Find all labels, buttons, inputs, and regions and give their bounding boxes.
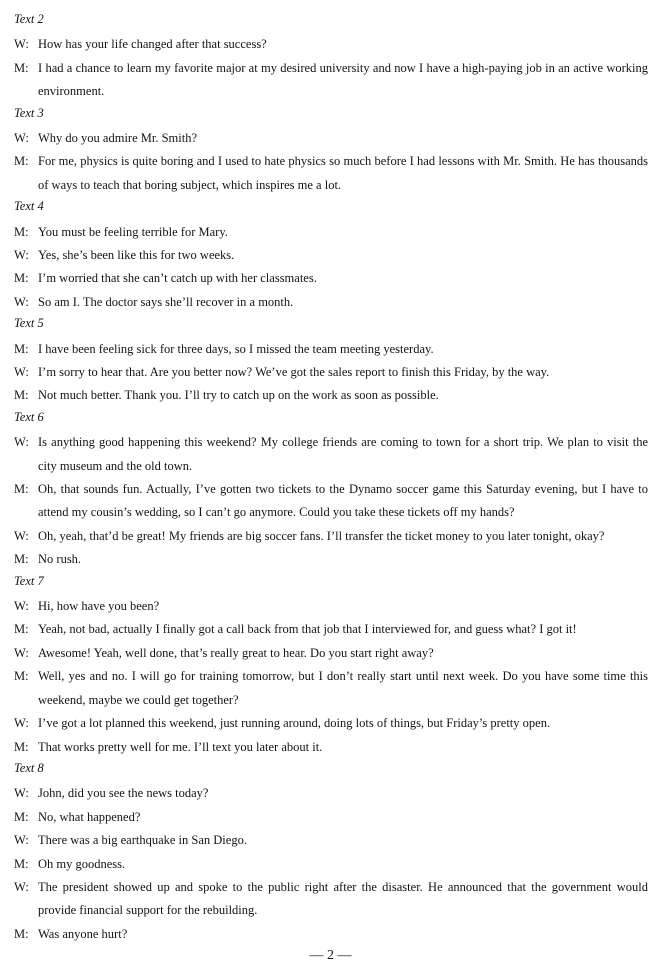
section-title: Text 4 bbox=[14, 199, 44, 214]
utterance-text: Yes, she’s been like this for two weeks. bbox=[38, 248, 235, 263]
dialogue-line bbox=[14, 876, 648, 923]
speaker-tag bbox=[14, 33, 29, 56]
speaker-separator: : bbox=[25, 294, 29, 309]
transcript-document bbox=[14, 10, 648, 946]
speaker-separator: : bbox=[25, 365, 29, 380]
dialogue-line bbox=[14, 244, 648, 267]
speaker-label: M bbox=[14, 856, 26, 871]
dialogue-line bbox=[14, 127, 648, 150]
dialogue-line bbox=[14, 384, 648, 407]
speaker-tag bbox=[14, 923, 29, 946]
speaker-label: W bbox=[14, 435, 26, 450]
speaker-label: M bbox=[14, 60, 26, 75]
speaker-label: W bbox=[14, 786, 26, 801]
speaker-tag bbox=[14, 221, 29, 244]
speaker-separator: : bbox=[25, 154, 29, 169]
speaker-separator: : bbox=[25, 926, 29, 941]
dialogue-line bbox=[14, 829, 648, 852]
speaker-tag bbox=[14, 127, 29, 150]
utterance-text: I had a chance to learn my favorite major at my desired university and now I have a high-paying job in an active working environment. bbox=[38, 60, 648, 99]
speaker-label: W bbox=[14, 599, 26, 614]
speaker-tag bbox=[14, 431, 29, 454]
section-title: Text 8 bbox=[14, 760, 44, 775]
utterance-text: Not much better. Thank you. I’ll try to catch up on the work as soon as possible. bbox=[38, 388, 439, 403]
speaker-label: W bbox=[14, 879, 26, 894]
dialogue-line bbox=[14, 782, 648, 805]
dialogue-line bbox=[14, 548, 648, 571]
speaker-label: M bbox=[14, 388, 26, 403]
speaker-tag bbox=[14, 291, 29, 314]
speaker-label: M bbox=[14, 622, 26, 637]
speaker-label: W bbox=[14, 833, 26, 848]
speaker-label: W bbox=[14, 716, 26, 731]
speaker-tag bbox=[14, 829, 29, 852]
utterance-text: There was a big earthquake in San Diego. bbox=[38, 833, 247, 848]
utterance-text: Hi, how have you been? bbox=[38, 599, 160, 614]
speaker-tag bbox=[14, 806, 29, 829]
dialogue-line bbox=[14, 642, 648, 665]
dialogue-line bbox=[14, 806, 648, 829]
dialogue-line bbox=[14, 618, 648, 641]
speaker-label: W bbox=[14, 365, 26, 380]
speaker-separator: : bbox=[25, 435, 29, 450]
speaker-tag bbox=[14, 478, 29, 501]
speaker-label: M bbox=[14, 739, 26, 754]
section-title: Text 5 bbox=[14, 316, 44, 331]
utterance-text: Was anyone hurt? bbox=[38, 926, 128, 941]
speaker-tag bbox=[14, 876, 29, 899]
dialogue-line bbox=[14, 33, 648, 56]
dialogue-line bbox=[14, 525, 648, 548]
speaker-tag bbox=[14, 525, 29, 548]
speaker-separator: : bbox=[25, 224, 29, 239]
speaker-label: M bbox=[14, 809, 26, 824]
section-title: Text 3 bbox=[14, 105, 44, 120]
speaker-separator: : bbox=[25, 879, 29, 894]
utterance-text: Oh, that sounds fun. Actually, I’ve gotten two tickets to the Dynamo soccer game this Saturday evening, but I have to attend my cousin’s wedding, so I can’t go anymore. Could you take these tickets off my hands? bbox=[38, 482, 648, 520]
speaker-separator: : bbox=[25, 856, 29, 871]
speaker-label: M bbox=[14, 341, 26, 356]
utterance-text: Oh, yeah, that’d be great! My friends are big soccer fans. I’ll transfer the ticket money to you later tonight, okay? bbox=[38, 528, 605, 543]
speaker-tag bbox=[14, 384, 29, 407]
speaker-separator: : bbox=[25, 248, 29, 263]
utterance-text: Oh my goodness. bbox=[38, 856, 126, 871]
dialogue-line bbox=[14, 736, 648, 759]
speaker-separator: : bbox=[25, 482, 29, 497]
section-title: Text 7 bbox=[14, 573, 44, 588]
speaker-tag bbox=[14, 595, 29, 618]
speaker-tag bbox=[14, 782, 29, 805]
speaker-label: W bbox=[14, 645, 26, 660]
utterance-text: I have been feeling sick for three days, so I missed the team meeting yesterday. bbox=[38, 341, 434, 356]
speaker-tag bbox=[14, 548, 29, 571]
speaker-separator: : bbox=[25, 60, 29, 75]
dialogue-line bbox=[14, 478, 648, 525]
dialogue-line bbox=[14, 712, 648, 735]
speaker-tag bbox=[14, 338, 29, 361]
speaker-separator: : bbox=[25, 622, 29, 637]
dialogue-line bbox=[14, 338, 648, 361]
dialogue-line bbox=[14, 431, 648, 478]
utterance-text: I’m sorry to hear that. Are you better now? We’ve got the sales report to finish this Friday, by the way. bbox=[38, 365, 550, 380]
dialogue-line bbox=[14, 853, 648, 876]
utterance-text: That works pretty well for me. I’ll text you later about it. bbox=[38, 739, 323, 754]
utterance-text: Yeah, not bad, actually I finally got a call back from that job that I interviewed for, and guess what? I got it! bbox=[38, 622, 577, 637]
speaker-separator: : bbox=[25, 645, 29, 660]
speaker-tag bbox=[14, 361, 29, 384]
speaker-separator: : bbox=[25, 809, 29, 824]
dialogue-line bbox=[14, 150, 648, 197]
speaker-tag bbox=[14, 642, 29, 665]
speaker-separator: : bbox=[25, 528, 29, 543]
speaker-tag bbox=[14, 618, 29, 641]
speaker-label: M bbox=[14, 154, 26, 169]
speaker-separator: : bbox=[25, 739, 29, 754]
utterance-text: For me, physics is quite boring and I used to hate physics so much before I had lessons with Mr. Smith. He has thousands of ways to teach that boring subject, which inspires me a lot. bbox=[38, 154, 648, 192]
speaker-label: M bbox=[14, 552, 26, 567]
utterance-text: John, did you see the news today? bbox=[38, 786, 209, 801]
speaker-separator: : bbox=[25, 669, 29, 684]
utterance-text: No rush. bbox=[38, 552, 82, 567]
speaker-separator: : bbox=[25, 716, 29, 731]
speaker-tag bbox=[14, 267, 29, 290]
dialogue-line bbox=[14, 291, 648, 314]
dialogue-line bbox=[14, 221, 648, 244]
utterance-text: I’m worried that she can’t catch up with her classmates. bbox=[38, 271, 317, 286]
speaker-label: W bbox=[14, 248, 26, 263]
speaker-label: W bbox=[14, 294, 26, 309]
speaker-tag bbox=[14, 244, 29, 267]
speaker-label: W bbox=[14, 131, 26, 145]
speaker-tag bbox=[14, 712, 29, 735]
dialogue-line bbox=[14, 665, 648, 712]
speaker-separator: : bbox=[25, 552, 29, 567]
speaker-tag bbox=[14, 736, 29, 759]
dialogue-line bbox=[14, 267, 648, 290]
utterance-text: Awesome! Yeah, well done, that’s really great to hear. Do you start right away? bbox=[38, 645, 434, 660]
section-title: Text 2 bbox=[14, 12, 44, 26]
speaker-tag bbox=[14, 150, 29, 173]
speaker-label: M bbox=[14, 482, 26, 497]
section-title: Text 6 bbox=[14, 409, 44, 424]
utterance-text: You must be feeling terrible for Mary. bbox=[38, 224, 228, 239]
dialogue-line bbox=[14, 57, 648, 104]
utterance-text: I’ve got a lot planned this weekend, just running around, doing lots of things, but Friday’s pretty open. bbox=[38, 716, 551, 731]
dialogue-line bbox=[14, 595, 648, 618]
utterance-text: The president showed up and spoke to the public right after the disaster. He announced that the government would provide financial support for the rebuilding. bbox=[38, 879, 648, 918]
utterance-text: Why do you admire Mr. Smith? bbox=[38, 131, 198, 145]
speaker-label: W bbox=[14, 37, 26, 52]
speaker-separator: : bbox=[25, 131, 29, 145]
speaker-separator: : bbox=[25, 786, 29, 801]
speaker-separator: : bbox=[25, 599, 29, 614]
speaker-separator: : bbox=[25, 37, 29, 52]
dialogue-line bbox=[14, 923, 648, 946]
speaker-separator: : bbox=[25, 271, 29, 286]
utterance-text: So am I. The doctor says she’ll recover in a month. bbox=[38, 294, 294, 309]
speaker-tag bbox=[14, 853, 29, 876]
dialogue-line bbox=[14, 361, 648, 384]
speaker-label: M bbox=[14, 926, 26, 941]
speaker-tag bbox=[14, 665, 29, 688]
speaker-label: M bbox=[14, 271, 26, 286]
speaker-label: W bbox=[14, 528, 26, 543]
speaker-tag bbox=[14, 57, 29, 80]
page-number: — 2 — bbox=[309, 948, 352, 963]
speaker-separator: : bbox=[25, 833, 29, 848]
speaker-label: M bbox=[14, 224, 26, 239]
utterance-text: Well, yes and no. I will go for training tomorrow, but I don’t really start until next week. Do you have some time this weekend, maybe we could get together? bbox=[38, 669, 648, 707]
utterance-text: How has your life changed after that success? bbox=[38, 37, 267, 52]
speaker-separator: : bbox=[25, 341, 29, 356]
utterance-text: Is anything good happening this weekend? My college friends are coming to town for a short trip. We plan to visit the city museum and the old town. bbox=[38, 435, 648, 473]
speaker-separator: : bbox=[25, 388, 29, 403]
speaker-label: M bbox=[14, 669, 26, 684]
utterance-text: No, what happened? bbox=[38, 809, 141, 824]
